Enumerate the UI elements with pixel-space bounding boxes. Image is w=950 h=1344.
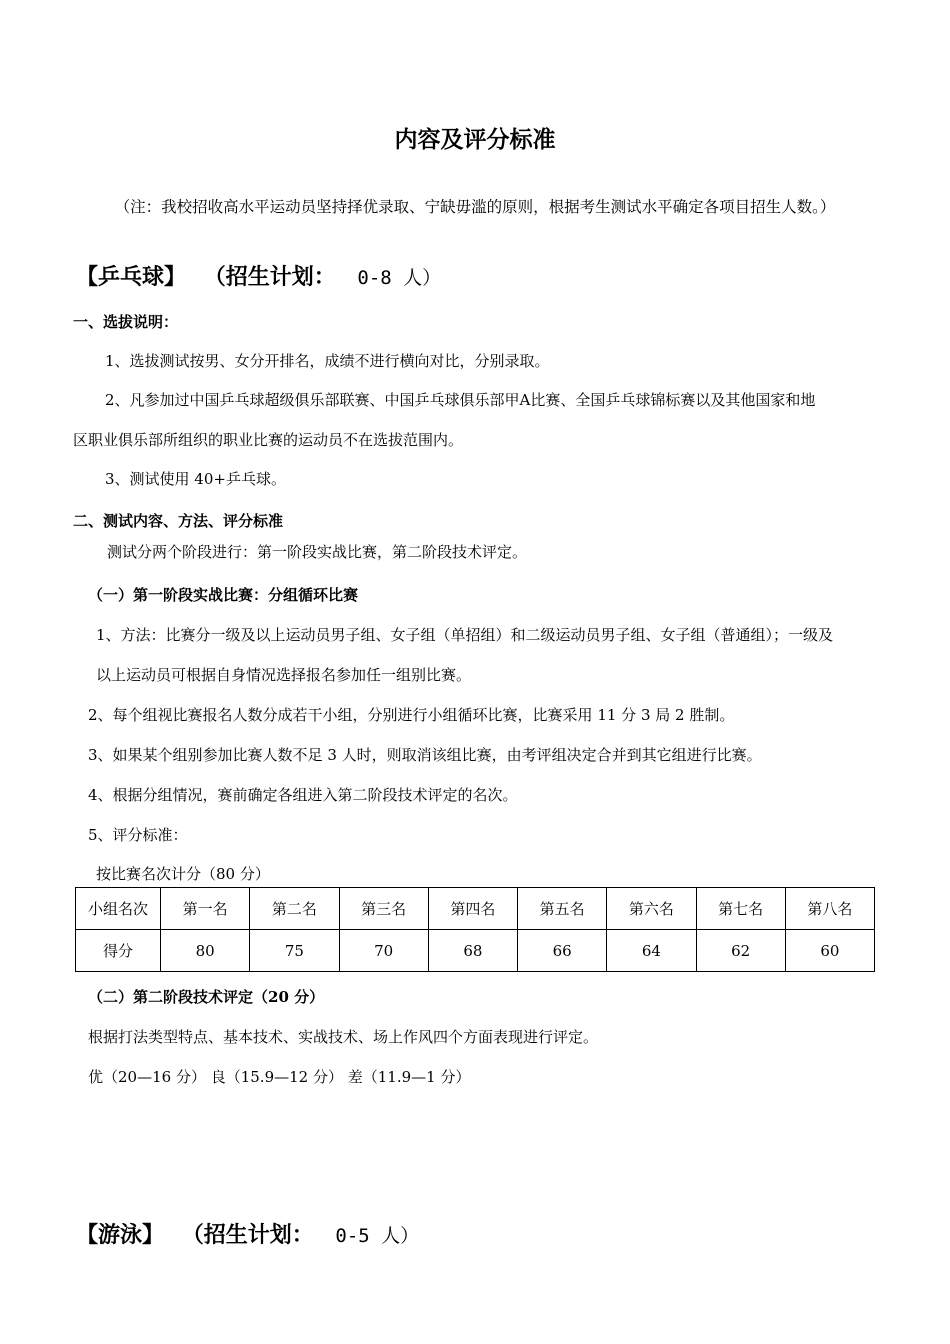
selection-item: 区职业俱乐部所组织的职业比赛的运动员不在选拔范围内。 <box>73 431 464 449</box>
selection-item: 1、选拔测试按男、女分开排名，成绩不进行横向对比，分别录取。 <box>105 352 550 370</box>
page-title: 内容及评分标准 <box>394 126 556 153</box>
stage1-item: 以上运动员可根据自身情况选择报名参加任一组别比赛。 <box>96 666 472 684</box>
selection-item: 2、凡参加过中国乒乓球超级俱乐部联赛、中国乒乓球俱乐部甲A比赛、全国乒乓球锦标赛以及其他国家和地 <box>105 391 816 409</box>
stage2-grades: 优（20—16 分） 良（15.9—12 分） 差（11.9—1 分） <box>88 1068 471 1086</box>
table-row <box>76 930 875 972</box>
stage2-desc: 根据打法类型特点、基本技术、实战技术、场上作风四个方面表现进行评定。 <box>88 1028 599 1046</box>
test-title: 二、测试内容、方法、评分标准 <box>73 512 284 530</box>
admission-note: （注：我校招收高水平运动员坚持择优录取、宁缺毋滥的原则，根据考生测试水平确定各项目招生人数。） <box>114 198 836 216</box>
plan-value: 0-8 人） <box>357 267 442 289</box>
stage1-item: 5、评分标准： <box>88 826 188 844</box>
table-cell: 第四名 <box>428 888 517 930</box>
table-cell: 第一名 <box>161 888 250 930</box>
table-cell: 62 <box>696 930 785 972</box>
table-cell: 64 <box>607 930 696 972</box>
table-cell: 60 <box>785 930 874 972</box>
plan-label: （招生计划： <box>181 1222 314 1248</box>
stage1-item: 4、根据分组情况，赛前确定各组进入第二阶段技术评定的名次。 <box>88 786 518 804</box>
selection-title: 一、选拔说明： <box>73 313 179 331</box>
table-caption: 按比赛名次计分（80 分） <box>96 865 270 883</box>
table-cell: 第八名 <box>785 888 874 930</box>
section-heading-table-tennis <box>76 260 441 291</box>
test-intro: 测试分两个阶段进行：第一阶段实战比赛，第二阶段技术评定。 <box>107 543 528 561</box>
table-cell: 75 <box>250 930 339 972</box>
stage2-title: （二）第二阶段技术评定（20 分） <box>88 988 325 1006</box>
table-cell: 80 <box>161 930 250 972</box>
table-cell: 得分 <box>76 930 161 972</box>
section-name: 【乒乓球】 <box>76 264 187 290</box>
stage1-item: 2、每个组视比赛报名人数分成若干小组，分别进行小组循环比赛，比赛采用 11 分 3 局 2 胜制。 <box>88 706 735 724</box>
table-cell: 第三名 <box>339 888 428 930</box>
table-cell: 68 <box>428 930 517 972</box>
section-name: 【游泳】 <box>76 1222 165 1248</box>
section-heading-swimming <box>76 1218 419 1249</box>
table-cell: 70 <box>339 930 428 972</box>
selection-item: 3、测试使用 40+乒乓球。 <box>105 470 286 488</box>
stage1-item: 1、方法：比赛分一级及以上运动员男子组、女子组（单招组）和二级运动员男子组、女子组（普通组）；一级及 <box>96 626 834 644</box>
table-cell: 第二名 <box>250 888 339 930</box>
plan-label: （招生计划： <box>203 264 336 290</box>
table-cell: 66 <box>518 930 607 972</box>
table-cell: 第六名 <box>607 888 696 930</box>
score-table <box>75 887 875 972</box>
plan-value: 0-5 人） <box>335 1225 420 1247</box>
stage1-title: （一）第一阶段实战比赛：分组循环比赛 <box>88 586 359 604</box>
table-header-row <box>76 888 875 930</box>
stage1-item: 3、如果某个组别参加比赛人数不足 3 人时，则取消该组比赛，由考评组决定合并到其它组进行比赛。 <box>88 746 762 764</box>
table-cell: 小组名次 <box>76 888 161 930</box>
table-cell: 第七名 <box>696 888 785 930</box>
table-cell: 第五名 <box>518 888 607 930</box>
